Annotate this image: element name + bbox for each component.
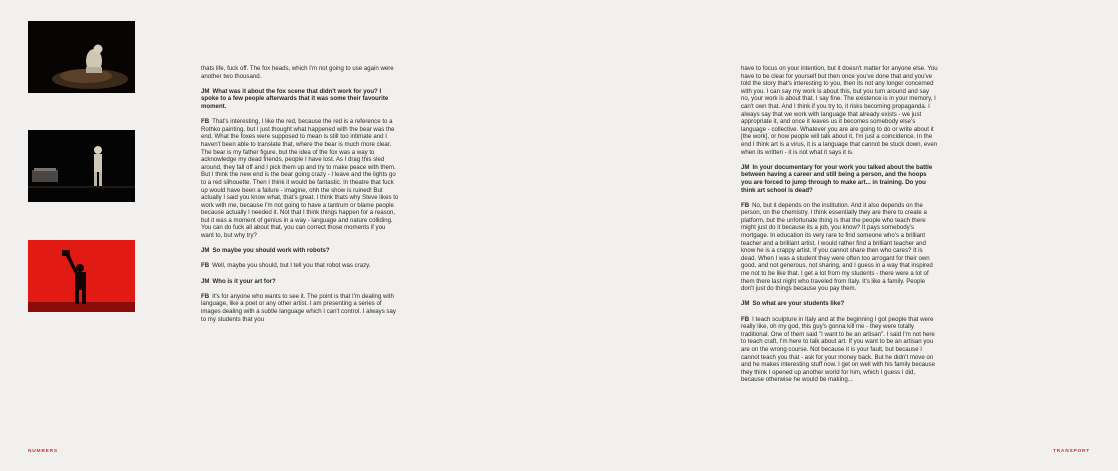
interview-question-text: So maybe you should work with robots? <box>212 247 330 255</box>
speaker-initials: JM <box>741 300 750 308</box>
interview-answer-text: It's for anyone who wants to see it. The point is that I'm dealing with language, like a poet or any other artist. I am presenting a series of images dealing with a subtle language which I can't control. I always say to my students that you <box>201 292 396 323</box>
interview-answer-text: I teach sculpture in Italy and at the beginning I got people that were really like, oh my god, this guy's gonna kill me - they were totally traditional. One of them said "I want to be an artisan". I said I'm not here to teach craft, I'm here to talk about art. If you want to be an artisan you are on the wrong course. Not because it is your fault, but because I cannot teach you that - ask for your money back. But he didn't move on and he makes interesting stuff now. I get on well with his family because they think I opened up another world for him, which I guess I did, because otherwise he would be making... <box>741 315 935 384</box>
footer-section-left: NUMBERS <box>28 449 58 454</box>
interview-paragraph <box>741 300 939 308</box>
speaker-initials: FB <box>741 201 750 209</box>
interview-paragraph <box>741 65 939 156</box>
speaker-initials: FB <box>201 292 210 300</box>
speaker-initials: FB <box>201 262 210 270</box>
performance-photo-3 <box>28 240 135 312</box>
interview-paragraph <box>201 293 399 323</box>
interview-paragraph <box>201 262 399 270</box>
interview-paragraph <box>201 247 399 255</box>
interview-answer-text: Well, maybe you should, but I tell you that robot was crazy. <box>212 262 371 270</box>
speaker-initials: FB <box>741 315 750 323</box>
interview-answer-text: No, but it depends on the institution. And it also depends on the person, on the chemistry. I think essentially they are there to create a platform, but the unfortunate thing is that the people who teach there might just do it because its a job, you know? It pays somebody's mortgage. In education its very rare to find someone who's a brilliant teacher and a brilliant artist. I would rather find a brilliant teacher and know he is a crappy artist. If you cannot share then who cares? It is dead. When I was a student they were often too arrogant for their own good, and not generous, not sharing, and I guess in a way that inspired me not to be like that. I get a lot from my students - there were a lot of them there last night who traveled from Italy. It's like a family. People don't just do things because you pay them. <box>741 201 933 293</box>
speaker-initials: JM <box>201 247 210 255</box>
interview-paragraph <box>741 164 939 194</box>
interview-answer-text: thats life, fuck off. The fox heads, which I'm not going to use again were another two thousand. <box>201 65 394 80</box>
interview-question-text: Who is it your art for? <box>212 277 276 285</box>
footer-section-right: TRANSPORT <box>1052 449 1090 454</box>
interview-paragraph <box>741 316 939 384</box>
speaker-initials: JM <box>201 87 210 95</box>
speaker-initials: JM <box>201 277 210 285</box>
performance-photo-2 <box>28 130 135 202</box>
interview-column-left <box>201 65 399 331</box>
interview-paragraph <box>741 202 939 293</box>
interview-paragraph <box>201 118 399 240</box>
interview-question-text: What was it about the fox scene that didn't work for you? I spoke to a few people afterwards that it was some their favourite moment. <box>201 87 389 110</box>
interview-question-text: So what are your students like? <box>752 300 845 308</box>
interview-answer-text: have to focus on your intention, but it doesn't matter for anyone else. You have to be clear for yourself but then once you've done that and you've told the story that's interesting to you, then its not any longer concerned with you. I can say my work is about this, but you turn around and say no, your work is about that. I say fine. The existence is in your memory, I can't own that. And I think if you try to, it risks becoming propaganda. I always say that we work with language that already exists - we just appropriate it, and once it leaves us it becomes somebody else's language - collective. Whatever you are are going to do or write about it [the work], or how people will talk about it, I'm just a coincidence. In the end I think art is a virus, it is a language that cannot be stuck down, even when its written - it is not what it says it is. <box>741 65 938 156</box>
interview-paragraph <box>201 88 399 111</box>
interview-paragraph <box>201 278 399 286</box>
performance-photo-1 <box>28 21 135 93</box>
speaker-initials: JM <box>741 163 750 171</box>
speaker-initials: FB <box>201 118 210 126</box>
interview-paragraph <box>201 65 399 80</box>
interview-question-text: In your documentary for your work you talked about the battle between having a career and still being a person, and the hoops you are forced to jump through to make art... in training. Do you think art school is dead? <box>741 163 933 194</box>
interview-column-right <box>741 65 939 392</box>
interview-answer-text: That's interesting, I like the red, because the red is a reference to a Rothko painting, but I just thought what happened with the bear was the end. What the foxes were supposed to mean is still too intimate and I haven't been able to translate that, where the bear is much more clear. The bear is my father figure, but the idea of the fox was a way to acknowledge my dead friends, people I have lost. As I drag this sled around, they fall off and I pick them up and try to make peace with them. But I think the new end is the bear going crazy - I leave and the lights go to a red silhouette. Then I think it would be fantastic. In theatre that fuck up would have been a failure - imagine, ohh the show is ruined! But actually I said you know what, that's great. I think thats why Steve likes to work with me, because I'm not going to have a tantrum or blame people because actually I needed it. Not that I think things happen for a reason, but it was a moment of genius in a way - language and nature colliding. You can do fuck all about that, you can correct those moments if you want to, but why try? <box>201 118 399 240</box>
